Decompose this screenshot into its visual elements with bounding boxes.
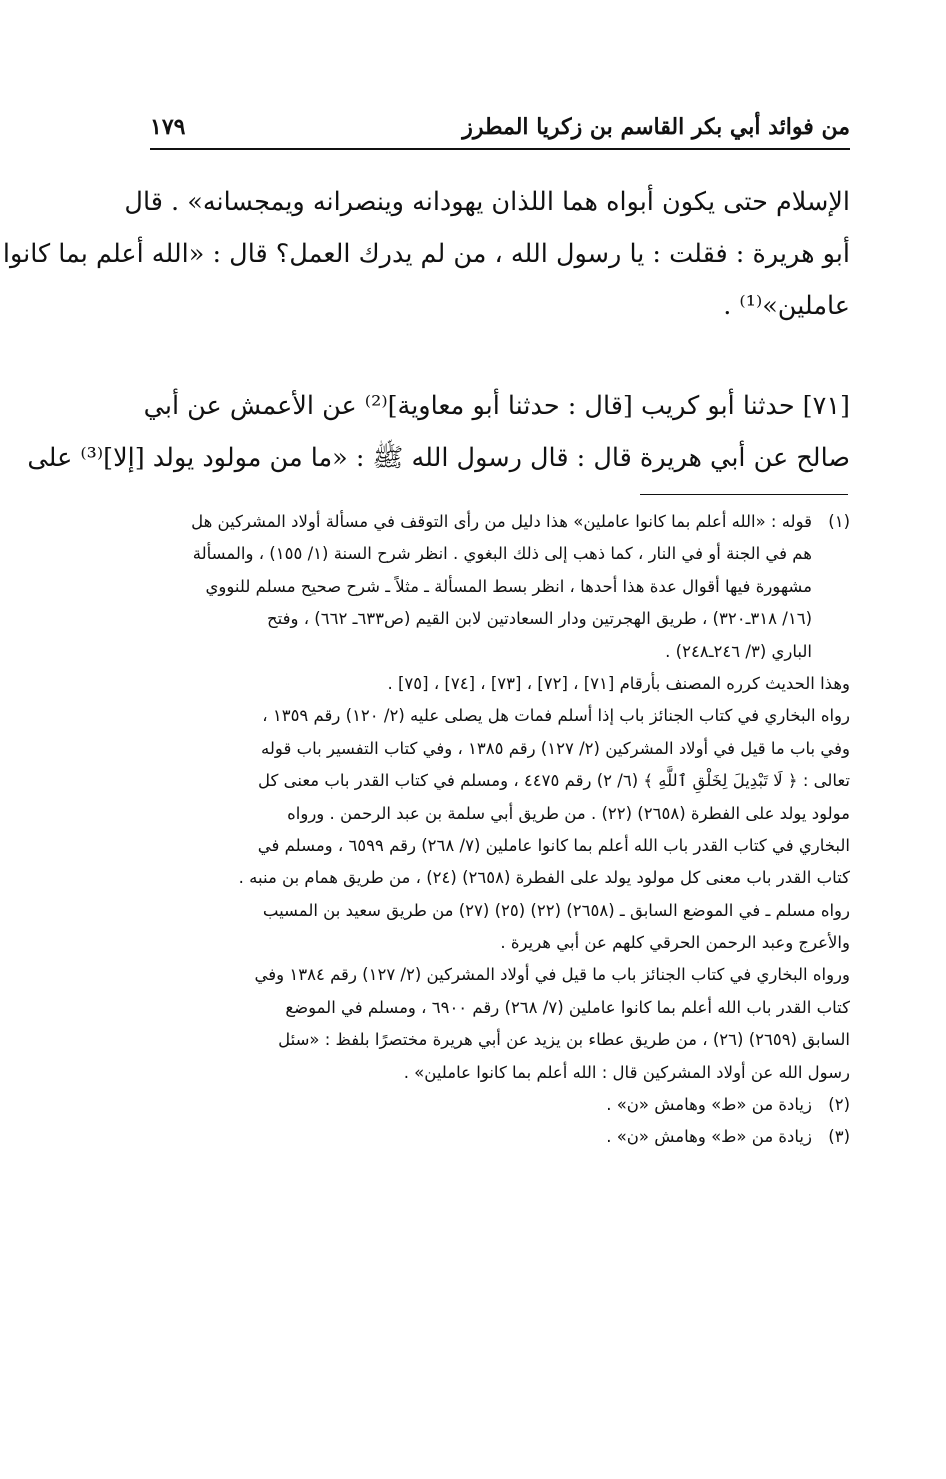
footnote-line: تعالى : ﴿ لَا تَبْدِيلَ لِخَلْقِ ٱللَّهِ ﴾ (٦/ ٢) رقم ٤٤٧٥ ، ومسلم في كتاب القدر باب معنى كل (258, 771, 850, 791)
footnote-line: زيادة من «ط» وهامش «ن» . (606, 1095, 812, 1115)
footnote-line: رواه مسلم ـ في الموضع السابق ـ (٢٦٥٨) (٢٢) (٢٥) (٢٧) من طريق سعيد بن المسيب (262, 900, 850, 920)
footnote-line: (١٦/ ٣١٨ـ٣٢٠) ، طريق الهجرتين ودار السعادتين لابن القيم (ص٦٣٣ـ ٦٦٢) ، وفتح (267, 609, 812, 629)
footnote-number: (٣) (828, 1127, 850, 1147)
footnote-2 (150, 1089, 850, 1121)
footnote-1-continued (150, 668, 850, 1089)
text-line: الإسلام حتى يكون أبواه هما اللذان يهودانه وينصرانه ويمجسانه» . قال (124, 187, 850, 217)
footnote-line: رواه البخاري في كتاب الجنائز باب إذا أسلم فمات هل يصلى عليه (٢/ ١٢٠) رقم ١٣٥٩ ، (262, 706, 850, 726)
footnote-divider (640, 494, 848, 495)
text-line: [٧١] حدثنا أبو كريب [قال : حدثنا أبو معاوية]⁽²⁾ عن الأعمش عن أبي (143, 391, 850, 421)
footnote-line: وهذا الحديث كرره المصنف بأرقام [٧١] ، [٧٢] ، [٧٣] ، [٧٤] ، [٧٥] . (387, 673, 850, 693)
running-title: من فوائد أبي بكر القاسم بن زكريا المطرز (462, 114, 850, 140)
footnote-line: مولود يولد على الفطرة (٢٦٥٨) (٢٢) . من طريق أبي سلمة بن عبد الرحمن . ورواه (287, 803, 850, 823)
footnote-line: زيادة من «ط» وهامش «ن» . (606, 1127, 812, 1147)
footnote-line: هم في الجنة أو في النار ، كما ذهب إلى ذلك البغوي . انظر شرح السنة (١/ ١٥٥) ، والمسألة (192, 544, 812, 564)
main-text-block-1 (2, 176, 850, 332)
footnote-line: قوله : «الله أعلم بما كانوا عاملين» هذا دليل من رأى التوقف في مسألة أولاد المشركين هل (191, 512, 812, 531)
footnote-line: الباري (٣/ ٢٤٦ـ٢٤٨) . (665, 641, 812, 661)
footnote-line: السابق (٢٦٥٩) (٢٦) ، من طريق عطاء بن يزيد عن أبي هريرة مختصرًا بلفظ : «سئل (278, 1030, 850, 1050)
footnote-number: (٢) (828, 1095, 850, 1115)
footnote-line: والأعرج وعبد الرحمن الحرقي كلهم عن أبي هريرة . (500, 933, 850, 953)
footnote-line: رسول الله عن أولاد المشركين قال : الله أعلم بما كانوا عاملين» . (403, 1062, 850, 1082)
footnotes (150, 506, 850, 1154)
page-header (150, 108, 850, 150)
text-line: أبو هريرة : فقلت : يا رسول الله ، من لم يدرك العمل؟ قال : «الله أعلم بما كانوا (2, 239, 850, 269)
footnote-line: البخاري في كتاب القدر باب الله أعلم بما كانوا عاملين (٧/ ٢٦٨) رقم ٦٥٩٩ ، ومسلم في (257, 835, 850, 855)
hadith-71-block (27, 380, 850, 484)
footnote-line: كتاب القدر باب الله أعلم بما كانوا عاملين (٧/ ٢٦٨) رقم ٦٩٠٠ ، ومسلم في الموضع (285, 997, 850, 1017)
footnote-line: وفي باب ما قيل في أولاد المشركين (٢/ ١٢٧) رقم ١٣٨٥ ، وفي كتاب التفسير باب قوله (261, 738, 850, 758)
footnote-line: ورواه البخاري في كتاب الجنائز باب ما قيل في أولاد المشركين (٢/ ١٢٧) رقم ١٣٨٤ وفي (254, 965, 850, 985)
footnote-1 (150, 506, 850, 668)
footnote-number: (١) (828, 512, 850, 531)
footnote-3 (150, 1121, 850, 1153)
page-number: ١٧٩ (150, 114, 186, 140)
text-line: عاملين»⁽¹⁾ . (723, 291, 850, 321)
text-line: صالح عن أبي هريرة قال : قال رسول الله ﷺ : «ما من مولود يولد [إلا]⁽³⁾ على (27, 443, 850, 473)
footnote-line: مشهورة فيها أقوال عدة هذا أحدها ، انظر بسط المسألة ـ مثلاً ـ شرح صحيح مسلم للنووي (205, 576, 812, 596)
footnote-line: كتاب القدر باب معنى كل مولود يولد على الفطرة (٢٦٥٨) (٢٤) ، من طريق همام بن منبه . (238, 868, 850, 888)
